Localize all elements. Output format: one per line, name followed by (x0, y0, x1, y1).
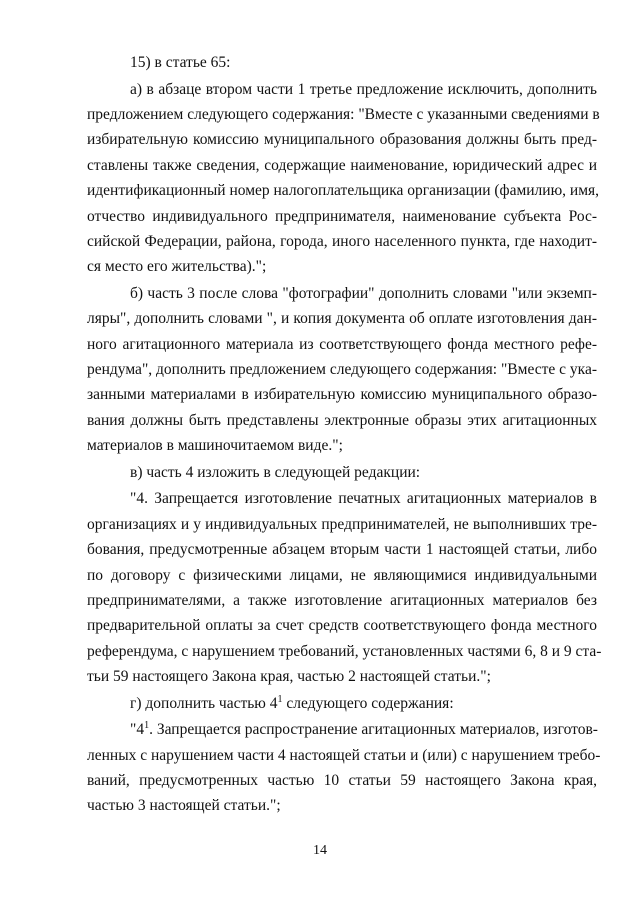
paragraph-line: ляры", дополнить словами ", и копия документа об оплате изготовления дан- (87, 310, 597, 328)
paragraph-line: тьи 59 настоящего Закона края, частью 2 настоящей статьи."; (87, 668, 491, 686)
paragraph-line (87, 691, 597, 716)
paragraph-line: бования, предусмотренные абзацем вторым части 1 настоящей статьи, либо (87, 541, 597, 559)
paragraph-line: частью 3 настоящей статьи."; (87, 797, 281, 815)
paragraph-line: по договору с физическими лицами, не являющимися индивидуальными (87, 566, 597, 584)
line-text-after: . Запрещается распространение агитационных материалов, изготов- (149, 721, 598, 739)
paragraph-line: избирательную комиссию муниципального образования должны быть пред- (87, 131, 597, 149)
paragraph-line: ся место его жительства)."; (87, 258, 267, 276)
paragraph-line (87, 717, 597, 742)
page-number: 14 (313, 843, 327, 858)
paragraph-line: вания должны быть представлены электронные образы этих агитационных (87, 411, 597, 429)
paragraph-line: идентификационный номер налогоплательщика организации (фамилию, имя, (87, 182, 600, 200)
document-body (87, 50, 602, 819)
paragraph-line: предварительной оплаты за счет средств соответствующего фонда местного (87, 617, 597, 635)
paragraph-line: предложением следующего содержания: "Вместе с указанными сведениями в (87, 105, 600, 123)
paragraph-line: б) часть 3 после слова "фотографии" дополнить словами "или экземп- (130, 284, 597, 302)
paragraph-line: а) в абзаце втором части 1 третье предложение исключить, дополнить (130, 80, 597, 98)
superscript: 1 (144, 720, 150, 732)
paragraph-line: занными материалами в избирательную комиссию муниципального образо- (87, 386, 597, 404)
paragraph-line: сийской Федерации, района, города, иного населенного пункта, где находит- (87, 232, 597, 250)
paragraph-line: "4. Запрещается изготовление печатных агитационных материалов в (130, 490, 597, 508)
paragraph-line: отчество индивидуального предпринимателя, наименование субъекта Рос- (87, 207, 597, 225)
paragraph-line: ваний, предусмотренных частью 10 статьи 59 настоящего Закона края, (87, 772, 597, 790)
paragraph-line: ставлены также сведения, содержащие наименование, юридический адрес и (87, 156, 597, 174)
paragraph-line: рендума", дополнить предложением следующего содержания: "Вместе с ука- (87, 361, 597, 379)
paragraph-line: 15) в статье 65: (130, 54, 231, 71)
line-text-before: "4 (130, 721, 145, 739)
paragraph-line: материалов в машиночитаемом виде."; (87, 437, 343, 455)
superscript: 1 (277, 693, 283, 705)
line-text-after: следующего содержания: (282, 694, 454, 712)
paragraph-line: ленных с нарушением части 4 настоящей статьи и (или) с нарушением требо- (87, 746, 601, 764)
line-text-before: г) дополнить частью 4 (130, 694, 278, 712)
paragraph-line: в) часть 4 изложить в следующей редакции: (130, 463, 421, 481)
paragraph-line: ного агитационного материала из соответствующего фонда местного рефе- (87, 335, 597, 353)
paragraph-line: предпринимателями, а также изготовление агитационных материалов без (87, 591, 597, 609)
paragraph-line: организациях и у индивидуальных предпринимателей, не выполнивших тре- (87, 515, 597, 533)
paragraph-line: референдума, с нарушением требований, установленных частями 6, 8 и 9 ста- (87, 642, 602, 660)
